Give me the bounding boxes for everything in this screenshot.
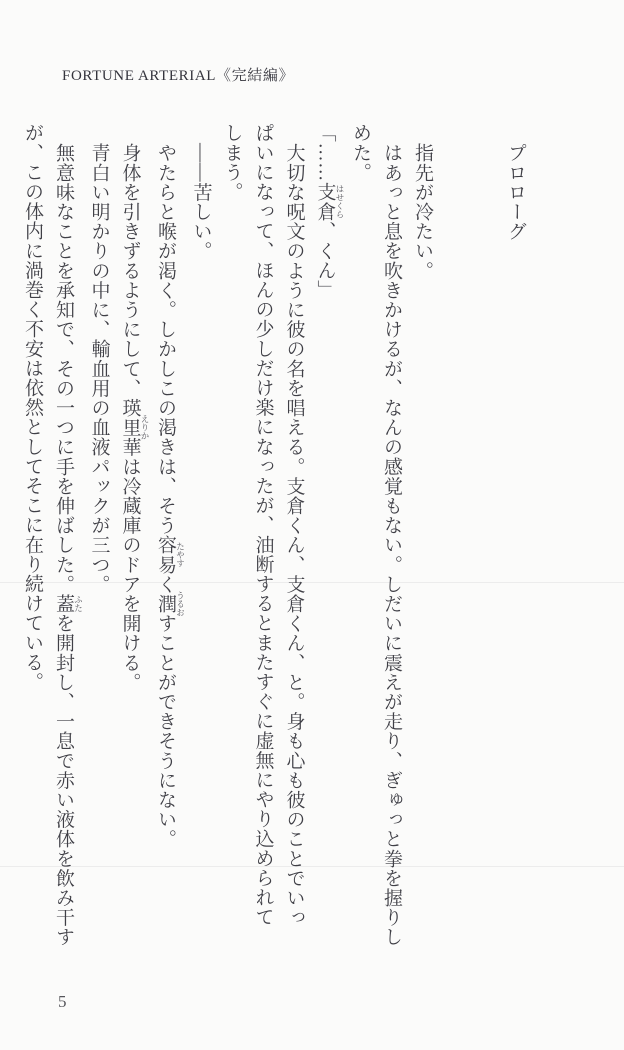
- text-run: やたらと喉が渇く。しかしこの渇きは、そう: [155, 143, 176, 535]
- paragraph: [345, 123, 407, 945]
- text-run: 無意味なことを承知で、その一つに手を伸ばした。: [53, 143, 74, 594]
- paragraph: [115, 123, 151, 945]
- furigana-reading: えりか: [140, 397, 150, 457]
- paragraph: [186, 123, 217, 945]
- furigana-term: 瑛里華 えりか: [119, 397, 150, 457]
- text-run: 、くん」: [314, 221, 336, 300]
- paragraph: [217, 123, 310, 945]
- text-run: を開封し、一息で赤い液体を飲み干す: [53, 613, 74, 947]
- text-run: 青白い明かりの中に、輸血用の血液パックが三つ。: [88, 143, 110, 594]
- paragraph: [407, 123, 438, 945]
- furigana-term: 容易 たやす: [155, 535, 186, 575]
- furigana-term: 支倉 はせくら: [314, 181, 345, 222]
- text-run: く: [155, 574, 176, 594]
- text-run: 「……: [314, 123, 336, 182]
- text-run: プロローグ: [505, 143, 526, 241]
- text-run: はあっと息を吹きかけるが、なんの感覚もない。しだいに震えが走り、ぎゅっと拳を握りし: [381, 143, 402, 947]
- prologue-title: [500, 123, 531, 945]
- furigana-reading: うるお: [175, 590, 186, 617]
- furigana-term: 潤 うるお: [155, 590, 186, 617]
- paragraph: [84, 123, 115, 945]
- text-run: 身体を引きずるようにして、: [119, 143, 141, 398]
- text-block: [17, 123, 531, 945]
- paragraph: [17, 123, 84, 945]
- furigana-term: 蓋 ふた: [53, 593, 84, 614]
- page-number: 5: [58, 992, 67, 1011]
- furigana-reading: ふた: [73, 593, 84, 614]
- furigana-reading: たやす: [175, 535, 186, 575]
- book-header-title: FORTUNE ARTERIAL《完結編》: [62, 68, 295, 84]
- text-run: しまう。: [221, 123, 243, 202]
- furigana-reading: はせくら: [335, 181, 345, 221]
- paragraph: [310, 123, 346, 945]
- text-run: は冷蔵庫のドアを開ける。: [119, 456, 141, 692]
- text-run: すことができそうにない。: [155, 613, 176, 849]
- text-run: が、この体内に渦巻く不安は依然としてそこに在り続けている。: [22, 123, 43, 692]
- paragraph: [150, 123, 186, 945]
- text-run: ――苦しい。: [190, 143, 212, 261]
- text-run: 大切な呪文のように彼の名を唱える。支倉くん、支倉くん、と。身も心も彼のことでいっ: [283, 143, 305, 927]
- text-run: ぱいになって、ほんの少しだけ楽になったが、油断するとまたすぐに虚無にやり込められて: [252, 123, 274, 927]
- text-run: めた。: [350, 123, 371, 182]
- text-run: 指先が冷たい。: [412, 143, 433, 281]
